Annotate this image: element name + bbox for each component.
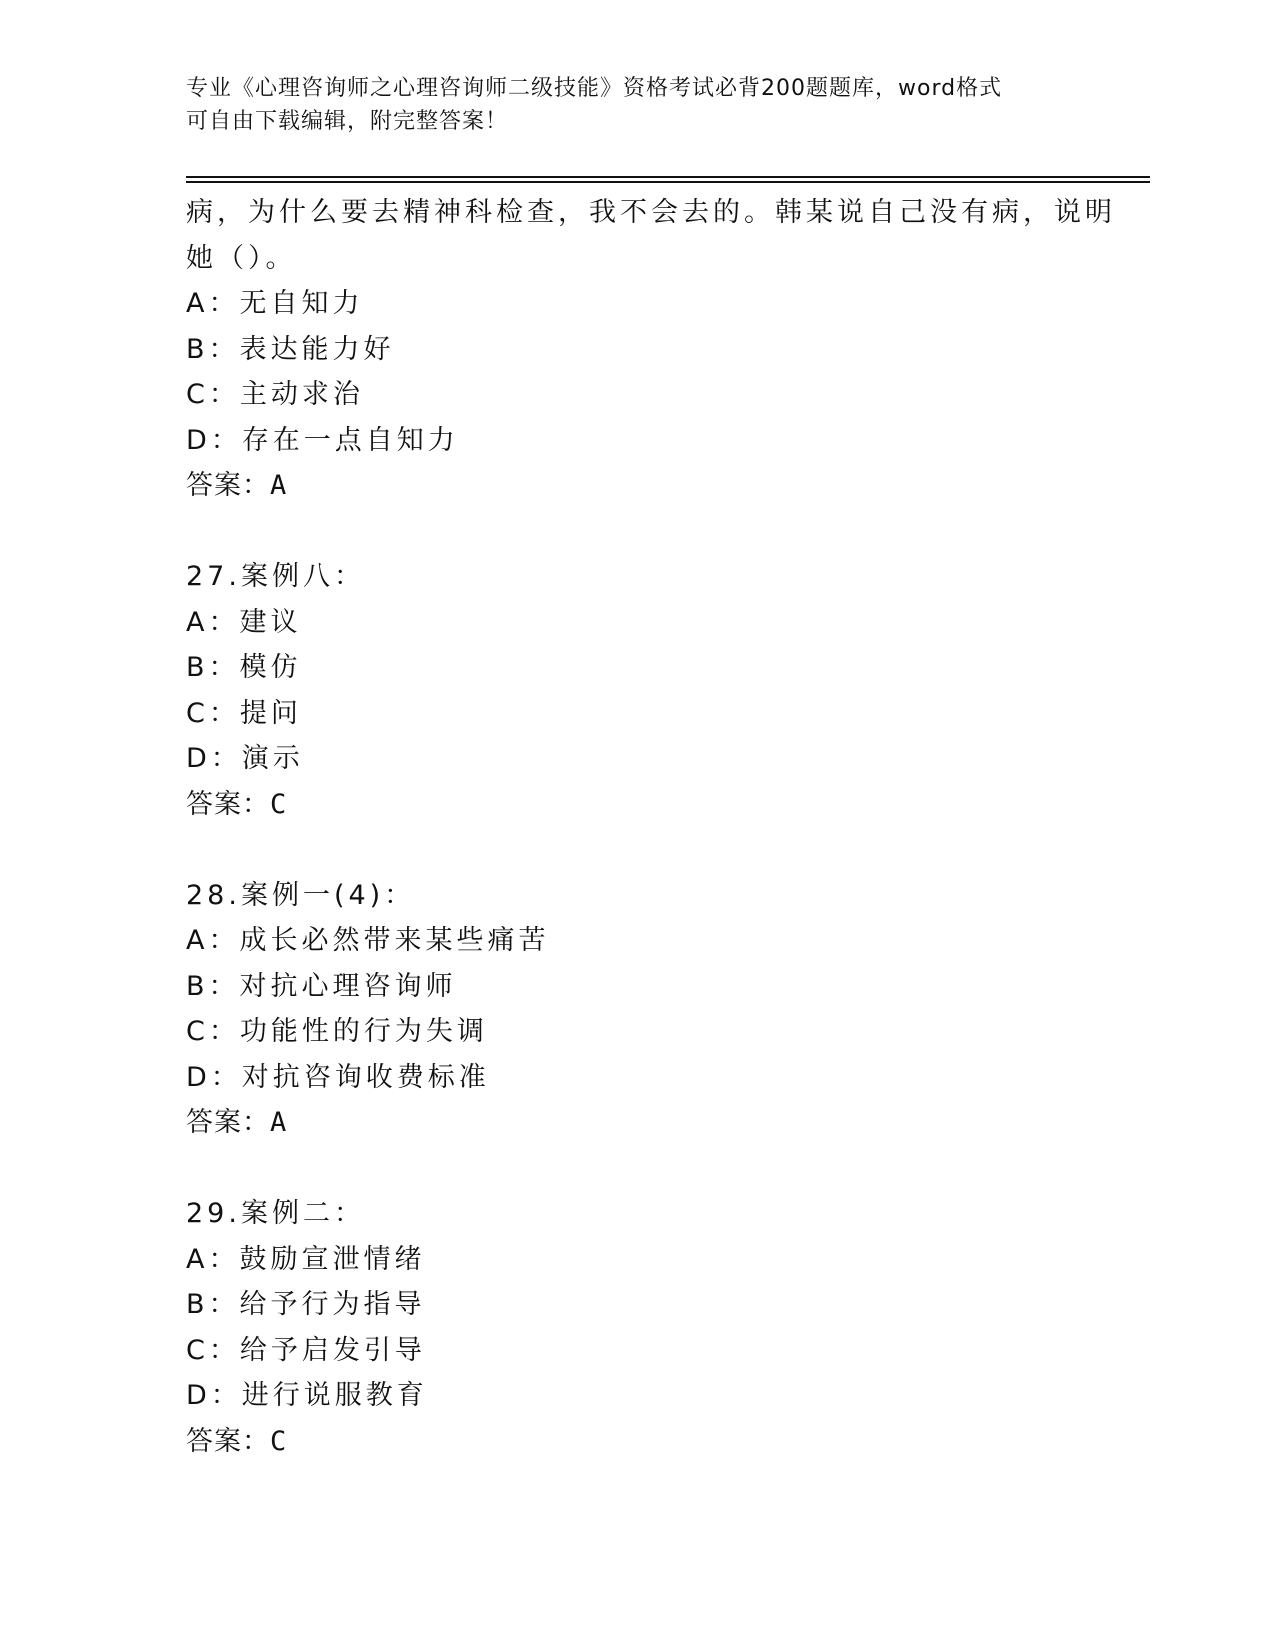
option-a: A：成长必然带来某些痛苦 xyxy=(186,925,550,956)
option-d: D：演示 xyxy=(186,743,304,774)
question-gap xyxy=(186,827,1086,873)
option-b: B：给予行为指导 xyxy=(186,1289,426,1320)
answer-line xyxy=(186,463,1086,509)
option-b: B：表达能力好 xyxy=(186,333,395,365)
question-stem-line: 病，为什么要去精神科检查，我不会去的。韩某说自己没有病，说明 xyxy=(186,197,1116,228)
option-c: C：给予启发引导 xyxy=(186,1334,426,1366)
question-stem: 28.案例一(4)： xyxy=(186,879,416,911)
question-28 xyxy=(186,873,1086,1146)
answer-value: A xyxy=(270,1107,288,1138)
answer-line xyxy=(186,1419,1086,1465)
header-divider-top xyxy=(186,176,1150,178)
answer-label: 答案： xyxy=(186,470,270,501)
question-27 xyxy=(186,554,1086,827)
option-a: A：建议 xyxy=(186,606,302,638)
option-c: C：功能性的行为失调 xyxy=(186,1016,488,1047)
answer-label: 答案： xyxy=(186,788,270,820)
document-header xyxy=(186,72,1086,138)
header-line-2: 可自由下载编辑，附完整答案！ xyxy=(186,109,509,134)
option-b: B：对抗心理咨询师 xyxy=(186,970,457,1002)
question-gap xyxy=(186,1146,1086,1192)
question-list xyxy=(186,190,1116,1464)
option-c: C：主动求治 xyxy=(186,379,364,410)
question-stem: 27.案例八： xyxy=(186,561,365,592)
option-b: B：模仿 xyxy=(186,652,302,683)
answer-value: A xyxy=(270,470,288,501)
header-line-1: 专业《心理咨询师之心理咨询师二级技能》资格考试必背200题题库，word格式 xyxy=(186,76,1003,101)
option-d: D：对抗咨询收费标准 xyxy=(186,1061,490,1093)
question-stem: 29.案例二： xyxy=(186,1198,365,1229)
question-stem-line: 她（）。 xyxy=(186,242,297,274)
answer-line xyxy=(186,1100,1086,1146)
answer-label: 答案： xyxy=(186,1107,270,1138)
question-26 xyxy=(186,190,1116,509)
answer-value: C xyxy=(270,1425,288,1457)
answer-label: 答案： xyxy=(186,1425,270,1457)
option-d: D：进行说服教育 xyxy=(186,1380,428,1411)
answer-line xyxy=(186,782,1086,828)
option-a: A：无自知力 xyxy=(186,288,364,319)
question-gap xyxy=(186,509,1086,555)
option-d: D：存在一点自知力 xyxy=(186,424,459,456)
option-a: A：鼓励宣泄情绪 xyxy=(186,1243,426,1275)
header-divider-bottom xyxy=(186,181,1150,183)
option-c: C：提问 xyxy=(186,697,302,729)
question-29 xyxy=(186,1191,1086,1464)
answer-value: C xyxy=(270,788,288,820)
